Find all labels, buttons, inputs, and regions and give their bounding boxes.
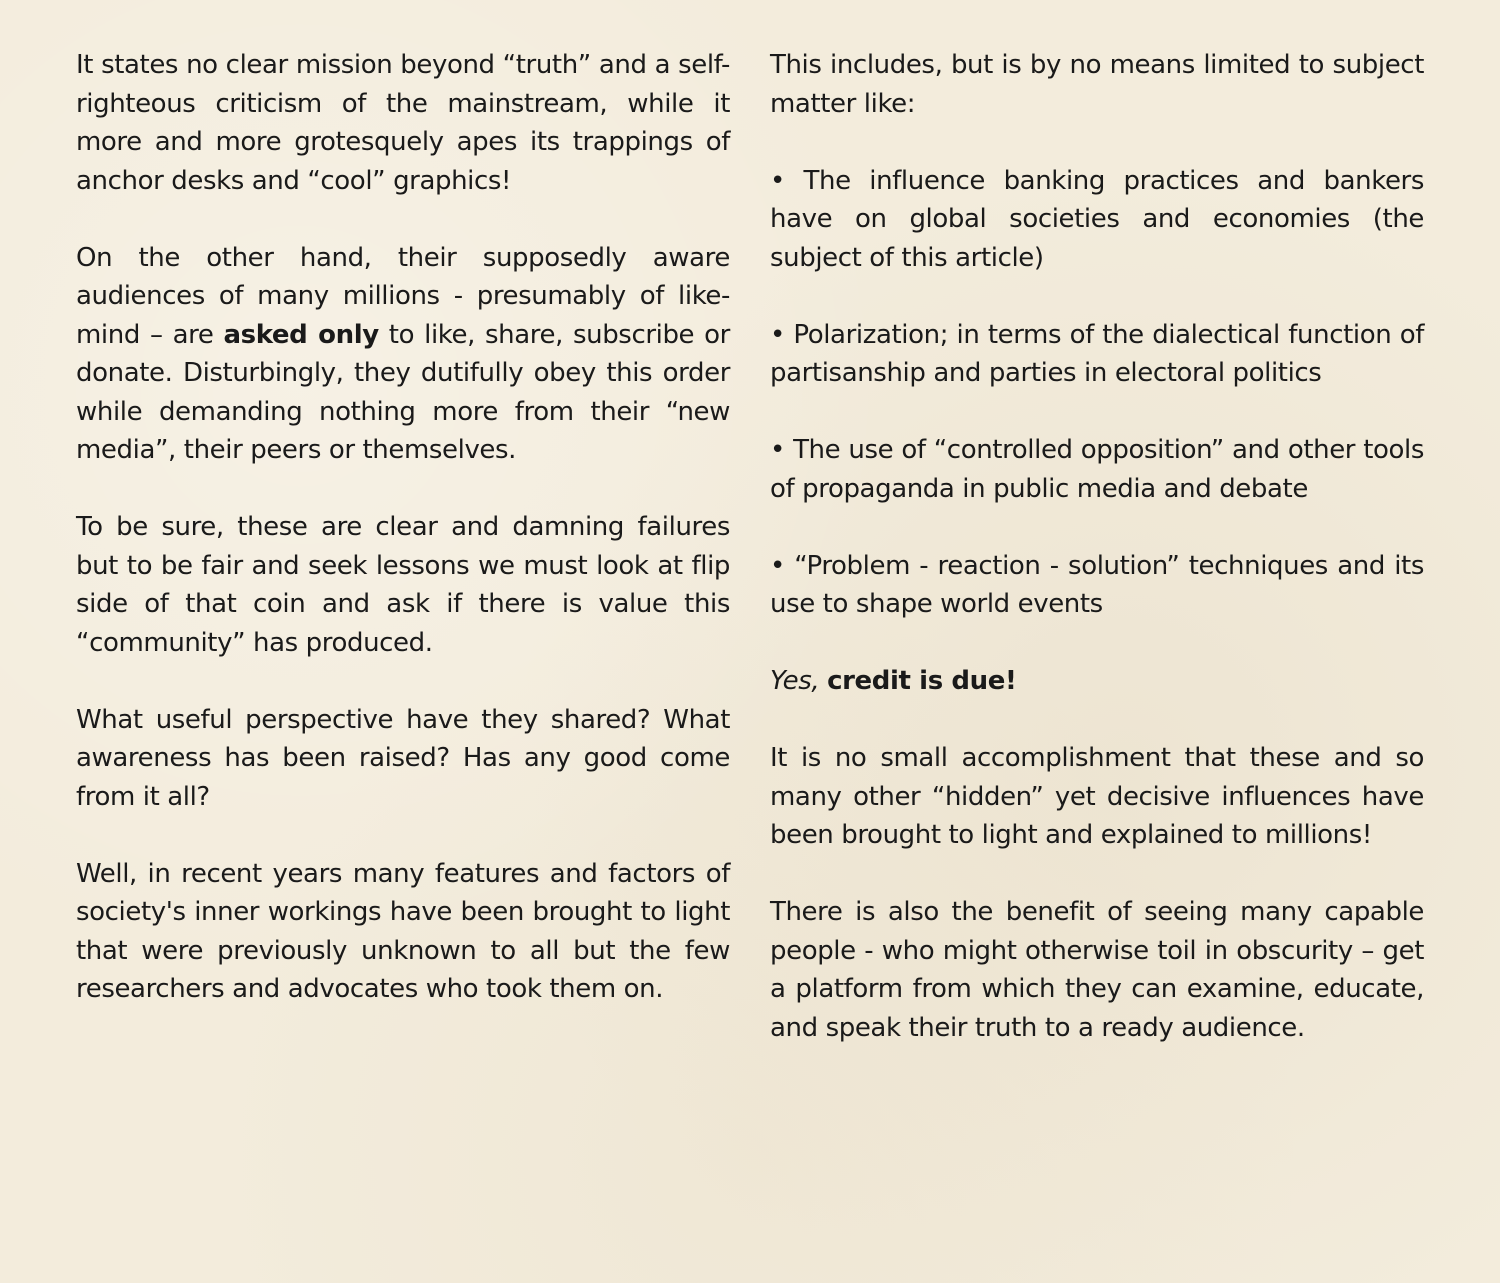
bullet-item: • The influence banking practices and bankers have on global societies and economies (the subject of this article) — [770, 165, 1424, 273]
bullet-item: • Polarization; in terms of the dialectical function of partisanship and parties in electoral politics — [770, 319, 1424, 388]
right-column — [770, 46, 1424, 1086]
left-column — [76, 46, 730, 1047]
paragraph-credit-due — [770, 662, 1424, 701]
audiences-text-after: to like, share, subscribe or donate. Disturbingly, they dutifully obey this order while demanding nothing more from their “new media”, their peers or themselves. — [76, 319, 730, 465]
paragraph-accomplishment: It is no small accomplishment that these and so many other “hidden” yet decisive influences have been brought to light and explained to millions! — [770, 743, 1424, 850]
audiences-text-before: On the other hand, their supposedly aware audiences of many millions - presumably of like-mind – are — [76, 242, 730, 350]
bullet-item: • “Problem - reaction - solution” techniques and its use to shape world events — [770, 550, 1424, 619]
paragraph-mission: It states no clear mission beyond “truth” and a self-righteous criticism of the mainstream, while it more and more grotesquely apes its trappings of anchor desks and “cool” graphics! — [76, 50, 730, 196]
credit-due-bold: credit is due! — [827, 666, 1017, 696]
paragraph-questions: What useful perspective have they shared? What awareness has been raised? Has any good come from it all? — [76, 704, 730, 812]
paragraph-benefit: There is also the benefit of seeing many capable people - who might otherwise toil in obscurity – get a platform from which they can examine, educate, and speak their truth to a ready audience. — [770, 897, 1424, 1043]
credit-yes-italic: Yes, — [770, 666, 820, 696]
paragraph-includes: This includes, but is by no means limited to subject matter like: — [770, 50, 1424, 119]
bullet-item: • The use of “controlled opposition” and other tools of propaganda in public media and debate — [770, 435, 1424, 504]
paragraph-to-be-sure: To be sure, these are clear and damning failures but to be fair and seek lessons we must look at flip side of that coin and ask if there is value this “community” has produced. — [76, 512, 730, 658]
asked-only-emphasis: asked only — [223, 319, 379, 350]
paragraph-audiences — [76, 239, 730, 470]
paragraph-recent-years: Well, in recent years many features and factors of society's inner workings have been brought to light that were previously unknown to all but the few researchers and advocates who took them on. — [76, 858, 730, 1004]
